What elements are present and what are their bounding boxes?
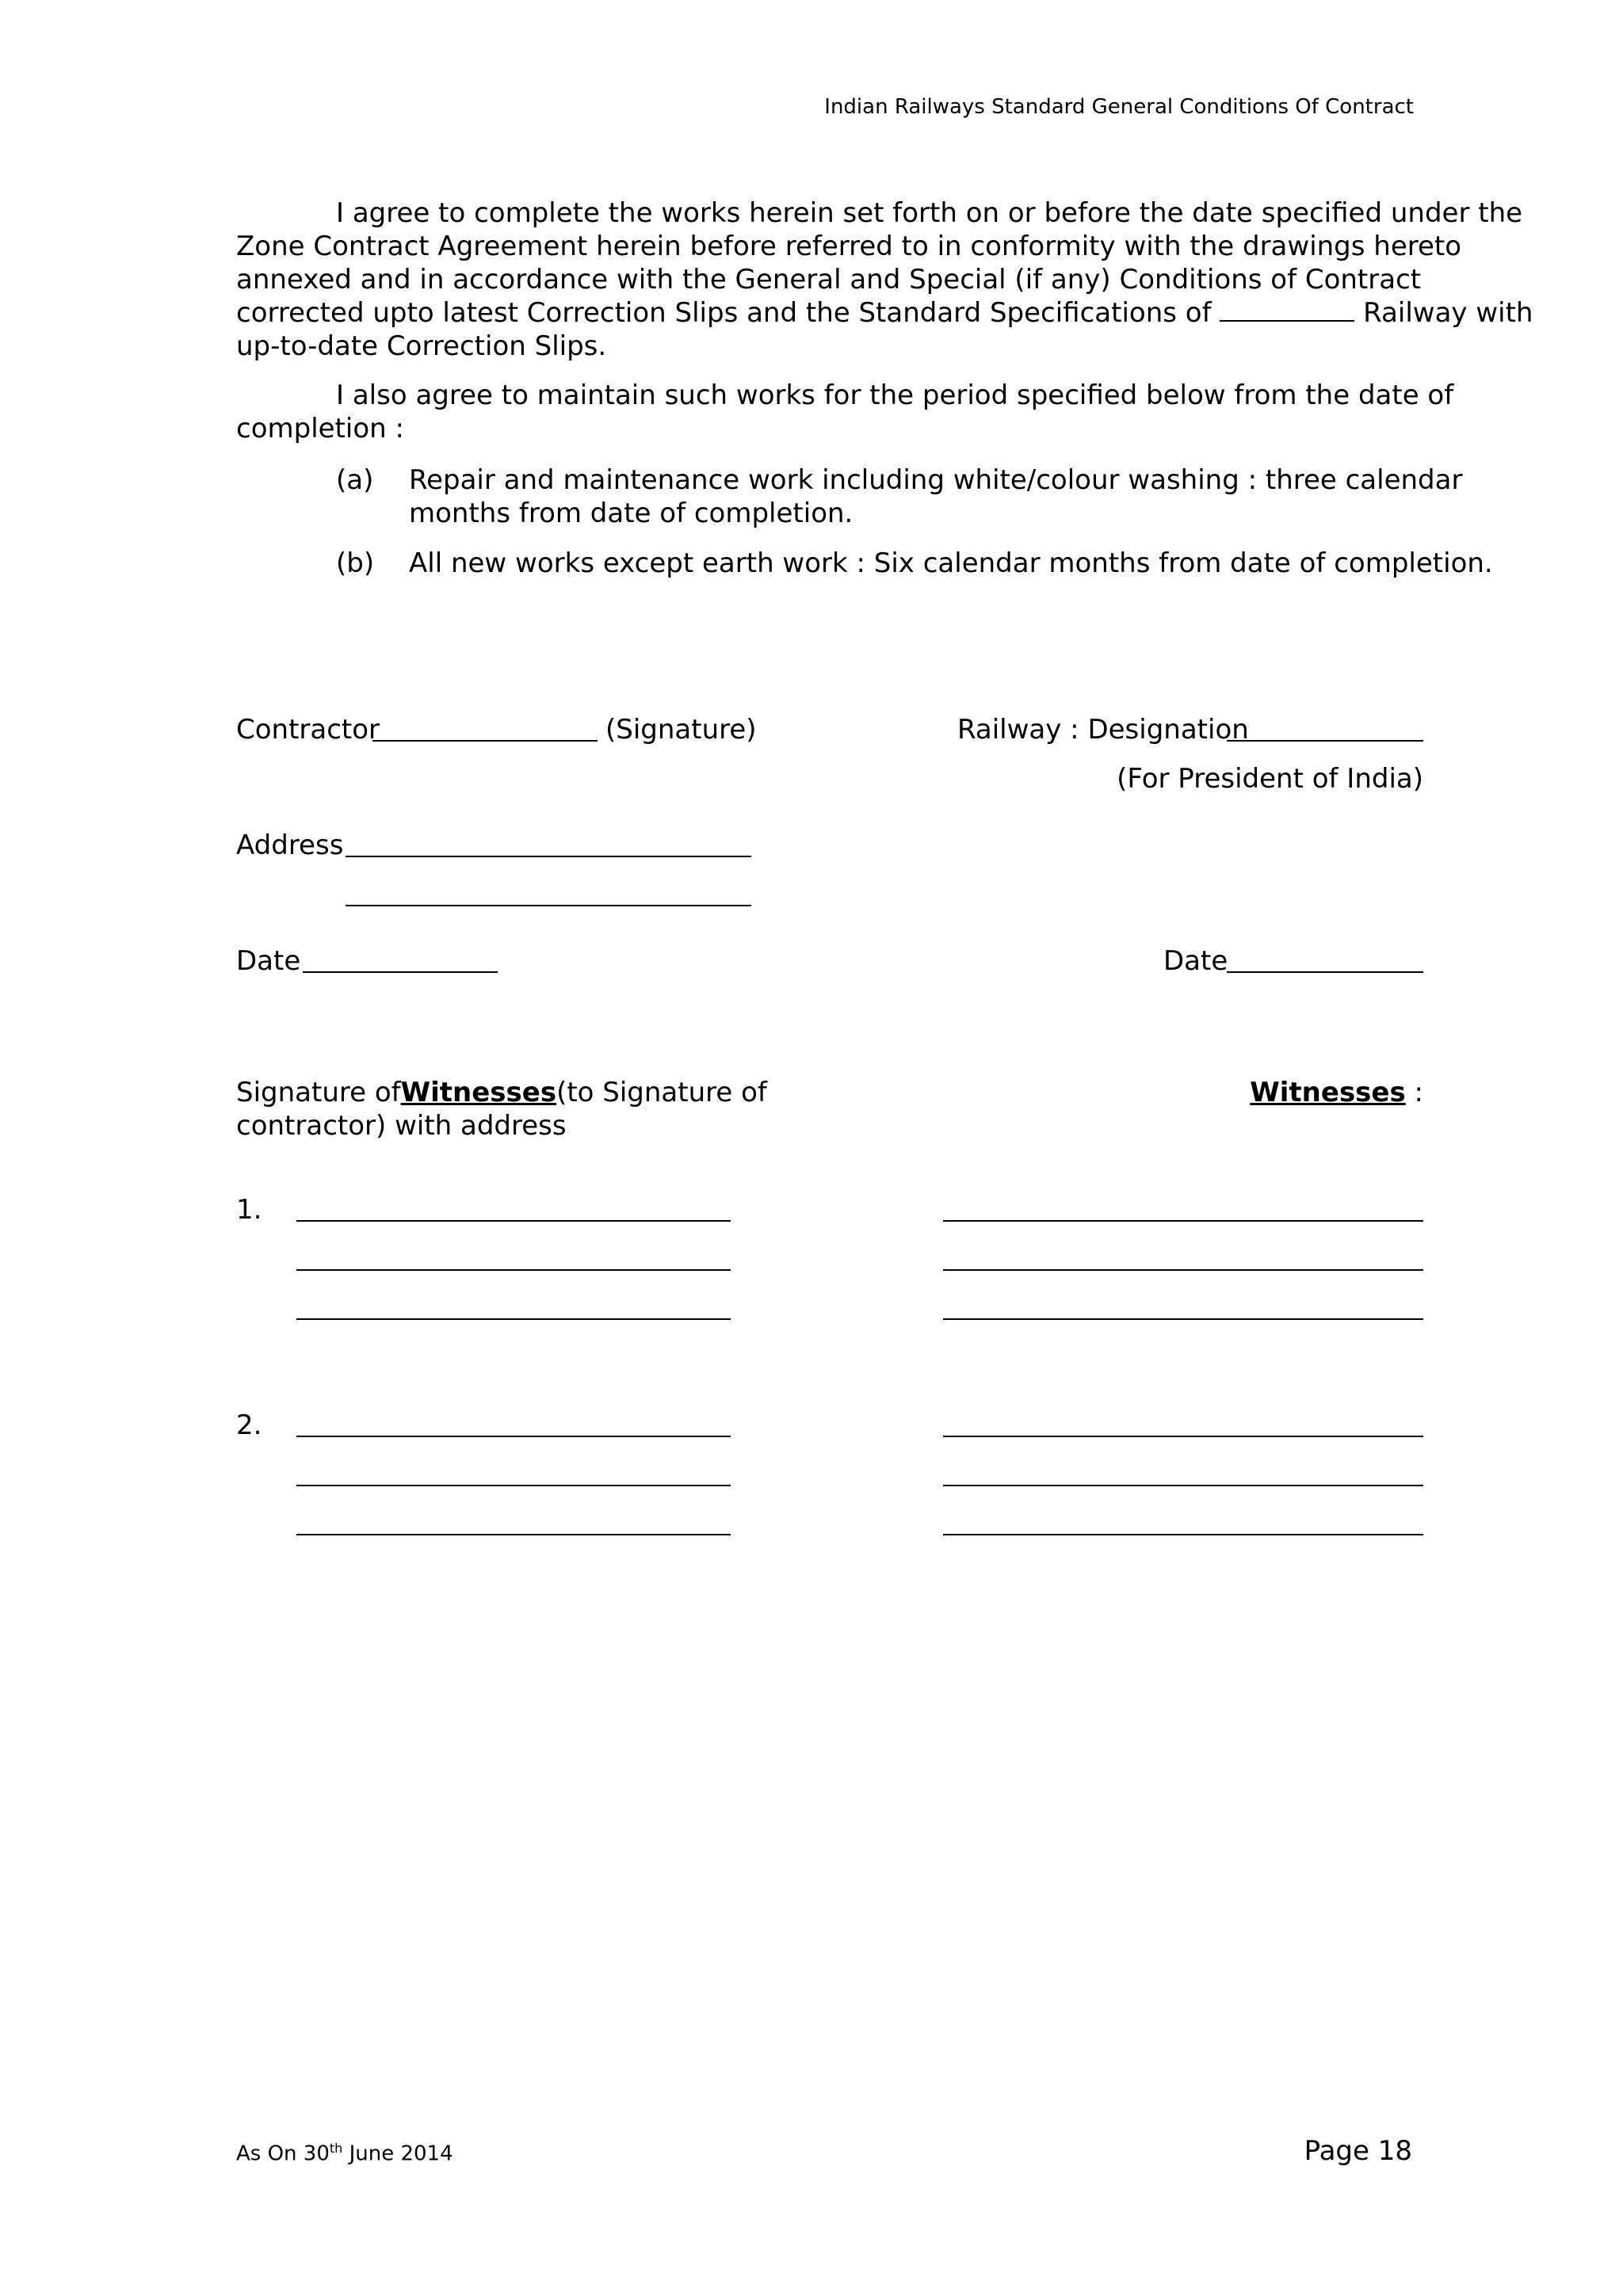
witness-1-left-line-1[interactable] [296, 1220, 731, 1222]
witness-colon: : [1414, 1077, 1423, 1108]
para1-line-5: up-to-date Correction Slips. [236, 330, 607, 362]
address-label: Address [236, 830, 344, 861]
contractor-signature-field[interactable] [372, 740, 598, 742]
witness-heading-left [236, 1076, 767, 1142]
witness-number-2: 2. [236, 1409, 262, 1441]
witness-2-right-line-2[interactable] [943, 1485, 1423, 1486]
item-a-marker: (a) [336, 464, 374, 496]
contractor-date-field[interactable] [303, 971, 498, 973]
for-president-label: (For President of India) [1117, 763, 1423, 795]
witness-prefix: Signature of [236, 1077, 401, 1108]
signature-label: (Signature) [605, 714, 757, 746]
railway-designation-field[interactable] [1227, 740, 1423, 742]
witness-2-left-line-3[interactable] [296, 1534, 731, 1535]
witness-1-left-line-2[interactable] [296, 1269, 731, 1271]
date-label-right: Date [1163, 945, 1228, 977]
witnesses-bold-right: Witnesses [1250, 1077, 1406, 1108]
para1-line-2: Zone Contract Agreement herein before referred to in conformity with the drawings hereto [236, 231, 1462, 262]
para1-line-4-tail: Railway with [1363, 297, 1533, 329]
footer-date [236, 2141, 453, 2166]
witnesses-bold-left: Witnesses [400, 1077, 557, 1108]
item-b-text [409, 547, 1493, 580]
witness-number-1: 1. [236, 1194, 262, 1226]
railway-designation-label: Railway : Designation [957, 714, 1249, 746]
item-a-line-1: Repair and maintenance work including white/colour washing : three calendar [409, 464, 1463, 496]
item-a-line-2: months from date of completion. [409, 498, 854, 529]
maintenance-item-a [336, 463, 1463, 535]
date-label-left: Date [236, 945, 301, 977]
para2-line-2: completion : [236, 413, 404, 444]
item-a-text [409, 463, 1463, 530]
para1-line-1: I agree to complete the works herein set forth on or before the date specified under the [336, 197, 1523, 229]
witness-2-left-line-2[interactable] [296, 1485, 731, 1486]
address-line-1-field[interactable] [346, 856, 751, 857]
witness-1-right-line-3[interactable] [943, 1318, 1423, 1320]
witness-heading-left-line-2: contractor) with address [236, 1110, 567, 1142]
witness-1-left-line-3[interactable] [296, 1318, 731, 1320]
para1-line-4-text: corrected upto latest Correction Slips and the Standard Specifications of [236, 297, 1212, 329]
running-header: Indian Railways Standard General Conditions Of Contract [824, 95, 1414, 119]
witness-2-right-line-1[interactable] [943, 1436, 1423, 1437]
witness-1-right-line-1[interactable] [943, 1220, 1423, 1222]
contractor-label: Contractor [236, 714, 380, 746]
para1-line-4 [236, 296, 1533, 330]
witness-1-right-line-2[interactable] [943, 1269, 1423, 1271]
agreement-paragraph-1 [236, 196, 1533, 363]
item-b-marker: (b) [336, 547, 375, 579]
address-line-2-field[interactable] [346, 905, 751, 906]
para1-line-3: annexed and in accordance with the General and Special (if any) Conditions of Contract [236, 264, 1422, 296]
footer-date-suffix: June 2014 [349, 2142, 453, 2166]
item-b-line-1: All new works except earth work : Six calendar months from date of completion. [409, 547, 1493, 579]
footer-date-sup: th [329, 2141, 343, 2156]
maintenance-item-b [336, 547, 1493, 582]
witness-suffix: (to Signature of [556, 1077, 767, 1108]
witness-heading-right [1250, 1076, 1423, 1109]
page-number: Page 18 [1304, 2135, 1412, 2167]
witness-2-right-line-3[interactable] [943, 1534, 1423, 1535]
agreement-paragraph-2 [236, 379, 1454, 445]
witness-heading-left-line-1 [236, 1076, 767, 1109]
railway-date-field[interactable] [1227, 971, 1423, 973]
footer-date-prefix: As On 30 [236, 2142, 330, 2166]
railway-name-blank [1220, 298, 1354, 322]
witness-2-left-line-1[interactable] [296, 1436, 731, 1437]
para2-line-1: I also agree to maintain such works for the period specified below from the date of [336, 379, 1454, 411]
